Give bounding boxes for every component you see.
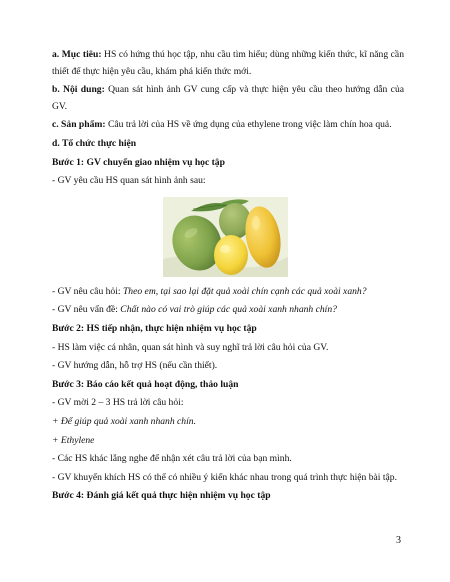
step1-instruction: - GV yêu cầu HS quan sát hình ảnh sau: [52,175,206,187]
problem-text: Chất nào có vai trò giúp các quả xoài xanh nhanh chín? [120,304,337,316]
content-label: b. Nội dung: [52,84,105,96]
product-paragraph [52,117,404,134]
step2-line1: - HS làm việc cá nhân, quan sát hình và suy nghĩ trả lời câu hỏi của GV. [52,341,329,353]
step3-answer2: + Ethylene [52,434,95,446]
step3-line1: - GV mời 2 – 3 HS trả lời câu hỏi: [52,397,184,409]
step2-line2: - GV hướng dẫn, hỗ trợ HS (nếu cần thiết). [52,360,218,372]
step1-question: - GV nêu câu hỏi: Theo em, tại sao lại đặt quả xoài chín cạnh các quả xoài xanh? [52,285,367,297]
objective-paragraph [52,47,404,80]
step3-line2: - Các HS khác lắng nghe để nhận xét câu trả lời của bạn mình. [52,453,292,465]
objective-label: a. Mục tiêu: [52,49,102,60]
yellow-mango-middle [214,235,248,275]
step3-line3: - GV khuyến khích HS có thể có nhiều ý kiến khác nhau trong quá trình thực hiện bài tập. [52,471,397,483]
step1-problem: - GV nêu vấn đề: Chất nào có vai trò giúp các quả xoài xanh nhanh chín? [52,304,337,316]
step4-heading: Bước 4: Đánh giá kết quả thực hiện nhiệm vụ học tập [52,490,271,502]
mango-image [163,197,288,277]
product-text: Câu trả lời của HS về ứng dụng của ethylene trong việc làm chín hoa quả. [105,119,392,131]
step3-answer1: + Để giúp quả xoài xanh nhanh chín. [52,415,196,427]
step3-heading: Bước 3: Báo cáo kết quả hoạt động, thảo luận [52,378,239,390]
mango-illustration [163,197,288,277]
step2-heading: Bước 2: HS tiếp nhận, thực hiện nhiệm vụ học tập [52,322,257,334]
objective-text: HS có hứng thú học tập, nhu cầu tìm hiểu; dùng những kiến thức, kĩ năng cần thiết để thực hiện yêu cầu, khám phá kiến thức mới. [52,49,404,77]
page-number: 3 [396,535,401,546]
step1-heading: Bước 1: GV chuyển giao nhiệm vụ học tập [52,156,225,168]
product-label: c. Sản phẩm: [52,119,106,131]
page-content [52,47,404,505]
content-text: Quan sát hình ảnh GV cung cấp và thực hiện yêu cầu theo hướng dẫn của GV. [52,84,404,112]
question-text: Theo em, tại sao lại đặt quả xoài chín cạnh các quả xoài xanh? [122,285,367,297]
content-paragraph [52,82,404,115]
organization-heading: d. Tổ chức thực hiện [52,137,137,149]
